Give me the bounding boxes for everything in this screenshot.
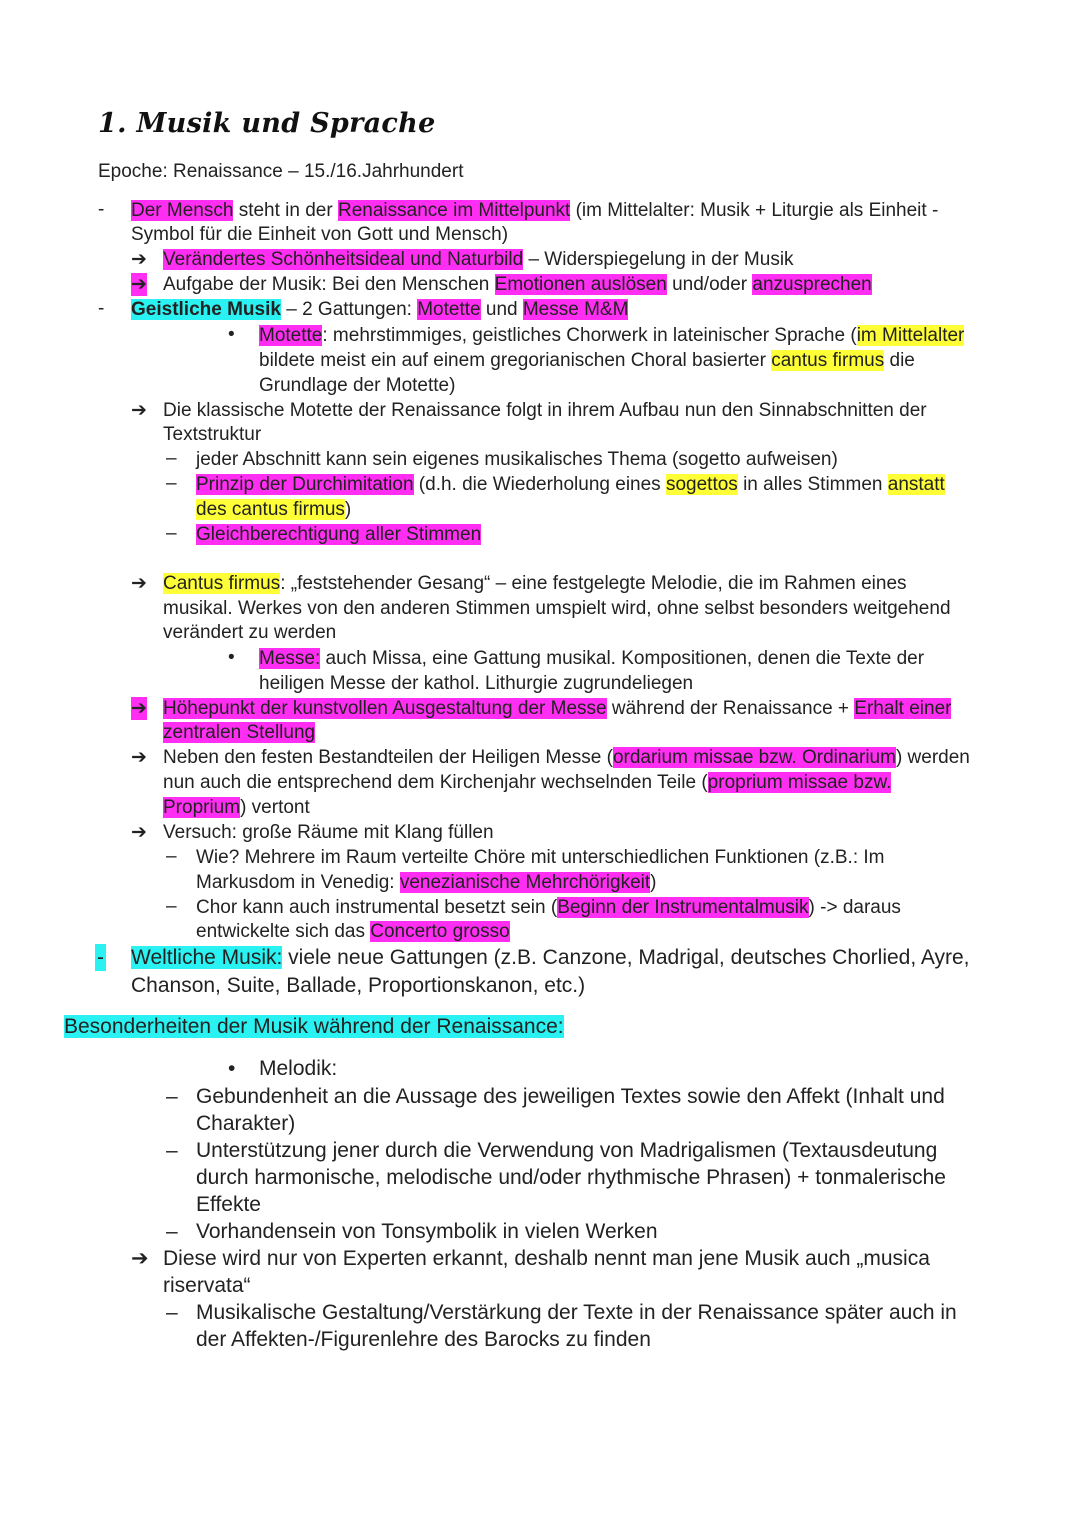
text-line: der Affekten-/Figurenlehre des Barocks zu finden xyxy=(196,1328,651,1351)
text-line: Weltliche Musik: viele neue Gattungen (z.B. Canzone, Madrigal, deutsches Chorlied, Ayre, xyxy=(131,946,970,969)
text-line: Aufgabe der Musik: Bei den Menschen Emotionen auslösen und/oder anzusprechen xyxy=(163,274,872,295)
dash-marker: - xyxy=(98,199,105,220)
text-line: Unterstützung jener durch die Verwendung von Madrigalismen (Textausdeutung xyxy=(196,1139,938,1162)
arrow-icon: ➔ xyxy=(131,747,147,768)
bullet-icon: • xyxy=(228,1057,236,1080)
text-line: heiligen Messe der kathol. Lithurgie zugrundeliegen xyxy=(259,673,694,694)
bullet-icon: • xyxy=(228,647,235,668)
text-line: nun auch die entsprechend dem Kirchenjahr wechselnden Teile (proprium missae bzw. xyxy=(163,772,892,793)
arrow-icon: ➔ xyxy=(131,1247,149,1270)
text-line: Messe: auch Missa, eine Gattung musikal. Kompositionen, denen die Texte der xyxy=(259,648,925,669)
arrow-icon: ➔ xyxy=(131,822,147,843)
dash-marker: – xyxy=(166,846,177,867)
text-line: Verändertes Schönheitsideal und Naturbild – Widerspiegelung in der Musik xyxy=(163,249,794,270)
text-line: des cantus firmus) xyxy=(196,499,352,520)
text-line: bildete meist ein auf einem gregorianischen Choral basierter cantus firmus die xyxy=(259,350,915,371)
section-heading: Besonderheiten der Musik während der Renaissance: xyxy=(64,1015,564,1038)
text-line: Effekte xyxy=(196,1193,261,1216)
text-line: jeder Abschnitt kann sein eigenes musikalisches Thema (sogetto aufweisen) xyxy=(196,449,838,470)
text-line: Chor kann auch instrumental besetzt sein (Beginn der Instrumentalmusik) -> daraus xyxy=(196,897,901,918)
epoch-line: Epoche: Renaissance – 15./16.Jahrhundert xyxy=(98,161,464,182)
arrow-icon: ➔ xyxy=(131,249,147,270)
text-line: Neben den festen Bestandteilen der Heiligen Messe (ordarium missae bzw. Ordinarium) werden xyxy=(163,747,970,768)
arrow-icon: ➔ xyxy=(131,573,147,594)
text-line: Vorhandensein von Tonsymbolik in vielen Werken xyxy=(196,1220,658,1243)
arrow-icon: ➔ xyxy=(131,698,147,719)
dash-marker: – xyxy=(166,1301,178,1324)
dash-marker: – xyxy=(166,1085,178,1108)
text-line: Chanson, Suite, Ballade, Proportionskanon, etc.) xyxy=(131,974,586,997)
text-line: Melodik: xyxy=(259,1057,338,1080)
text-line: riservata“ xyxy=(163,1274,251,1297)
dash-marker: – xyxy=(166,523,177,544)
text-line: Höhepunkt der kunstvollen Ausgestaltung der Messe während der Renaissance + Erhalt einer xyxy=(163,698,952,719)
text-line: Textstruktur xyxy=(163,424,262,445)
text-line: zentralen Stellung xyxy=(163,722,316,743)
dash-marker: – xyxy=(166,1139,178,1162)
text-line: verändert zu werden xyxy=(163,622,337,643)
page-title: 1. Musik und Sprache xyxy=(98,108,436,139)
dash-marker: – xyxy=(166,473,177,494)
text-line: Wie? Mehrere im Raum verteilte Chöre mit unterschiedlichen Funktionen (z.B.: Im xyxy=(196,847,885,868)
text-line: Markusdom in Venedig: venezianische Mehrchörigkeit) xyxy=(196,872,657,893)
text-line: Gebundenheit an die Aussage des jeweiligen Textes sowie den Affekt (Inhalt und xyxy=(196,1085,945,1108)
dash-marker: – xyxy=(166,896,177,917)
text-line: Die klassische Motette der Renaissance folgt in ihrem Aufbau nun den Sinnabschnitten der xyxy=(163,400,927,421)
text-line: Geistliche Musik – 2 Gattungen: Motette und Messe M&M xyxy=(131,299,629,320)
text-line: Symbol für die Einheit von Gott und Mensch) xyxy=(131,224,509,245)
dash-marker: – xyxy=(166,1220,178,1243)
text-line: Grundlage der Motette) xyxy=(259,375,456,396)
text-line: Proprium) vertont xyxy=(163,797,310,818)
text-line: Cantus firmus: „feststehender Gesang“ – eine festgelegte Melodie, die im Rahmen eines xyxy=(163,573,907,594)
dash-marker: - xyxy=(97,946,104,969)
text-line: Prinzip der Durchimitation (d.h. die Wiederholung eines sogettos in alles Stimmen anstatt xyxy=(196,474,945,495)
dash-marker: - xyxy=(98,298,105,319)
dash-marker: – xyxy=(166,448,177,469)
text-line: durch harmonische, melodische und/oder rhythmische Phrasen) + tonmalerische xyxy=(196,1166,946,1189)
text-line: Versuch: große Räume mit Klang füllen xyxy=(163,822,494,843)
text-line: entwickelte sich das Concerto grosso xyxy=(196,921,510,942)
text-line: Musikalische Gestaltung/Verstärkung der Texte in der Renaissance später auch in xyxy=(196,1301,957,1324)
arrow-icon: ➔ xyxy=(131,274,147,295)
text-line: Der Mensch steht in der Renaissance im Mittelpunkt (im Mittelalter: Musik + Liturgie als Einheit - xyxy=(131,200,939,221)
text-line: Diese wird nur von Experten erkannt, deshalb nennt man jene Musik auch „musica xyxy=(163,1247,930,1270)
text-line: Motette: mehrstimmiges, geistliches Chorwerk in lateinischer Sprache (im Mittelalter xyxy=(259,325,965,346)
text-line: Charakter) xyxy=(196,1112,296,1135)
text-line: Gleichberechtigung aller Stimmen xyxy=(196,524,482,545)
bullet-icon: • xyxy=(228,324,235,345)
arrow-icon: ➔ xyxy=(131,400,147,421)
text-line: musikal. Werkes von den anderen Stimmen umspielt wird, ohne selbst besonders weitgehend xyxy=(163,598,951,619)
